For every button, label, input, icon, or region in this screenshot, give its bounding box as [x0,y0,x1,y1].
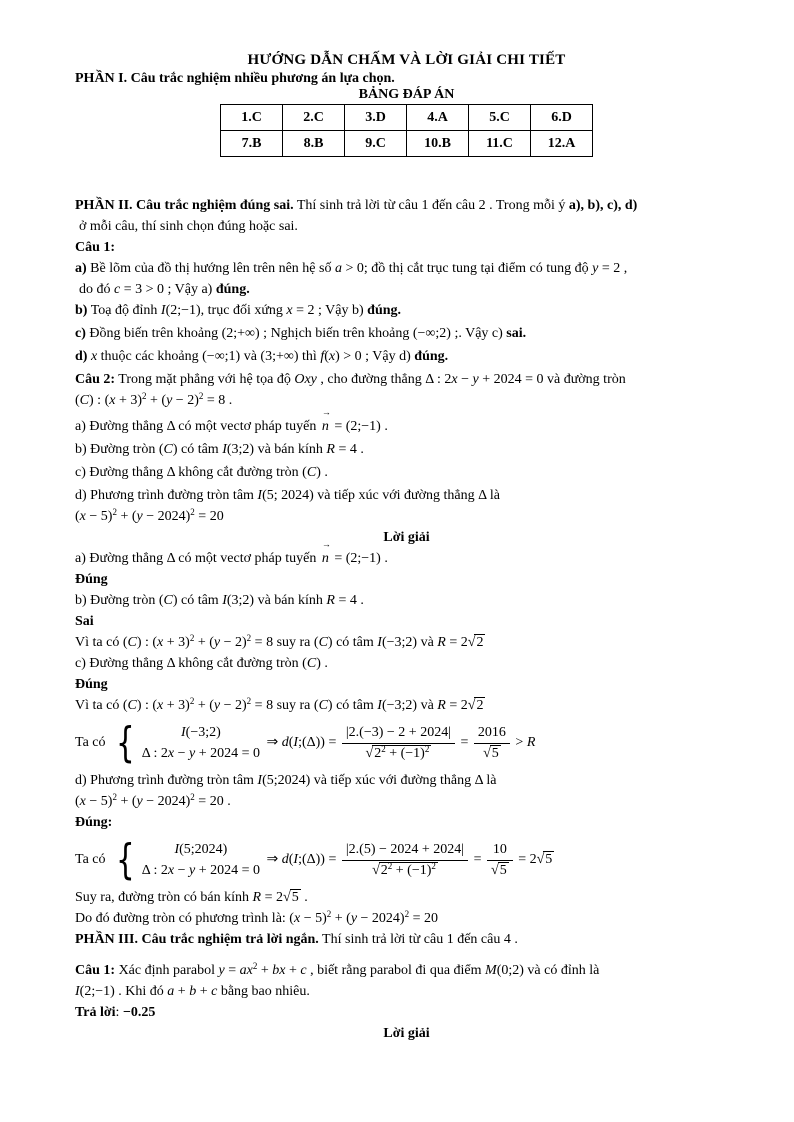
doc-line: I(2;−1) . Khi đó a + b + c bằng bao nhiêu. [75,984,310,999]
doc-line: ở mỗi câu, thí sinh chọn đúng hoặc sai. [79,219,298,234]
text: I [293,852,299,868]
radical-sign-icon: √ [467,635,476,650]
text: y [136,794,143,809]
vector-letter: n [321,551,329,566]
vector-letter: n [321,419,329,434]
numerator: 10 [487,841,513,861]
text: c [300,963,307,978]
answer-cell: 6.D [531,105,593,131]
text: y [189,863,196,878]
text: Đúng [75,677,108,692]
text: R [437,635,446,650]
text: 2 [246,633,252,643]
text: 2 [198,391,204,401]
text: I [160,303,166,318]
numerator: 2016 [474,724,510,744]
text: I [377,635,382,650]
text: y [136,509,143,524]
text: Lời giải [383,530,430,545]
text: a [334,261,342,276]
text: C [79,393,90,408]
radicand: 2 [476,698,484,713]
text: d [281,735,289,751]
radicand: 2 [476,635,484,650]
answer-cell: 8.B [283,131,345,157]
doc-line [75,674,738,695]
text: Câu 1: [75,240,116,255]
numerator: |2.(5) − 2024 + 2024| [342,841,468,861]
text: c [211,984,218,999]
text: I [257,488,263,503]
text: x [293,911,301,926]
text: y [166,393,173,408]
text: Lời giải [383,1026,430,1041]
text: x [328,349,336,364]
text: 2 [246,696,252,706]
text: đúng. [414,349,449,364]
doc-line [75,812,738,833]
vector-arrow-icon: → [321,407,331,417]
document-body [75,195,738,1044]
text: x [90,349,98,364]
text: Sai [75,614,94,629]
doc-line: c) Đường thẳng Δ không cắt đường tròn (C) . [75,465,328,480]
text: R [526,735,536,751]
vector-symbol [320,539,331,569]
doc-line: Trả lời: −0.25 [75,1005,156,1020]
text: y [218,963,225,978]
answer-cell: 2.C [283,105,345,131]
answer-cell: 9.C [345,131,407,157]
answer-cell: 11.C [469,131,531,157]
denominator [342,861,468,880]
radicand: 5 [291,890,299,905]
text: a [167,984,175,999]
sqrt-expression [491,862,509,880]
doc-line: Do đó đường tròn có phương trình là: $(x - 5)^2 + (y - 2024)^2 = 20$ [75,909,438,926]
text: sai. [506,326,527,341]
fraction [487,841,513,880]
text: f [320,349,325,364]
text: 2 [189,633,195,643]
system-row: I(−3;2) [180,725,221,740]
doc-line: $(x - 5)^2 + (y - 2024)^2 = 20$ [75,507,224,524]
text: x [157,635,164,650]
text: d) [75,349,88,364]
text: I [257,773,263,788]
text: x [109,393,116,408]
system-rows [142,839,260,881]
doc-line: b) Đường tròn (C) có tâm I(3;2) và bán kính R = 4 . [75,593,364,608]
text: x [167,746,175,761]
fraction [342,841,468,880]
left-brace-icon: { [116,718,135,767]
text: c) [75,326,86,341]
text: M [485,963,497,978]
text: Câu 1: [75,963,116,978]
text: C [163,442,173,457]
denominator [474,744,510,763]
text: PHẦN III. Câu trắc nghiệm trả lời ngắn. [75,932,319,947]
text: Oxy [294,372,317,387]
left-brace-icon: { [116,835,135,884]
text: I [293,735,299,751]
doc-line: Vì ta có (C) : $(x + 3)^2 + (y - 2)^2 = 8$ suy ra (C) có tâm I(−3;2) và R = 2√2 [75,695,738,716]
text: 2 [189,696,195,706]
text: ax [239,963,253,978]
doc-line: c) Đồng biến trên khoảng (2;+∞) ; Nghịch biến trên khoảng (−∞;2) ;. Vậy c) sai. [75,326,527,341]
answer-row [221,105,593,131]
text: 2 [190,792,195,802]
text: bx [272,963,286,978]
equation-system [112,837,260,883]
doc-line: c) Đường thẳng Δ không cắt đường tròn (C) . [75,656,328,671]
text: −0.25 [122,1005,156,1020]
text: 2 [326,909,332,919]
text: PHẦN II. Câu trắc nghiệm đúng sai. [75,198,294,213]
text: Đúng: [75,815,113,830]
text: I [75,984,80,999]
doc-line: Câu 1: Xác định parabol $y = ax^2$ + bx + c , biết rằng parabol đi qua điểm M(0;2) và có đỉnh là [75,961,600,978]
sqrt-expression [372,862,438,880]
text: 2 [424,743,430,754]
equation-system [112,720,260,766]
text: R [252,890,262,905]
sqrt-expression [468,695,486,716]
doc-line: Suy ra, đường tròn có bán kính R = 2√5 . [75,887,738,908]
text: x [79,794,86,809]
text: Trả lời [75,1005,116,1020]
doc-line: do đó c = 3 > 0 ; Vậy a) đúng. [79,282,250,297]
denominator [342,744,455,763]
doc-line: d) x thuộc các khoảng (−∞;1) và (3;+∞) thì f(x) > 0 ; Vậy d) đúng. [75,349,449,364]
sqrt-expression [468,632,486,653]
text: 2 [431,860,436,871]
doc-line: b) Toạ độ đỉnh I(2;−1), trục đối xứng x = 2 ; Vậy b) đúng. [75,303,402,318]
doc-line: b) Đường tròn (C) có tâm I(3;2) và bán kính R = 4 . [75,442,364,457]
doc-line: PHẦN II. Câu trắc nghiệm đúng sai. Thí sinh trả lời từ câu 1 đến câu 2 . Trong mỗi ý a), b), c), d) [75,198,638,213]
sqrt-expression [283,887,301,908]
doc-line: a) Đường thẳng Δ có một vectơ pháp tuyến → n = (2;−1) . [75,416,738,437]
numerator: |2.(−3) − 2 + 2024| [342,724,455,744]
text: I [180,725,186,740]
text: C [127,635,137,650]
radicand: 5 [545,852,553,868]
text: b) [75,303,88,318]
text: I [174,842,180,857]
text: y [213,698,221,713]
text: R [326,442,335,457]
radical-sign-icon: √ [467,698,476,713]
text: 2 [404,909,410,919]
answer-row [221,131,593,157]
text: 2 [142,391,147,401]
radicand: 5 [499,862,507,878]
text: C [127,698,137,713]
text: đúng. [215,282,250,297]
text: y [189,746,196,761]
doc-line: d) Phương trình đường tròn tâm I(5; 2024) và tiếp xúc với đường thẳng Δ là [75,488,500,503]
text: R [326,593,335,608]
radicand: 5 [491,745,499,761]
text: 2 [112,792,117,802]
radical-sign-icon: √ [283,890,291,905]
doc-line [75,569,738,590]
system-row: Δ : 2x − y + 2024 = 0 [141,863,261,878]
doc-line [75,611,738,632]
text: d [281,852,289,868]
answer-table-title: BẢNG ĐÁP ÁN [358,87,455,102]
radical-sign-icon: √ [483,745,491,761]
text: 2 [190,507,195,517]
text: C [318,635,328,650]
document-title: HƯỚNG DẪN CHẤM VÀ LỜI GIẢI CHI TIẾT [247,52,566,68]
text: y [213,635,221,650]
sqrt-expression [537,849,555,870]
doc-line: d) Phương trình đường tròn tâm I(5;2024) và tiếp xúc với đường thẳng Δ là [75,773,497,788]
doc-line: a) Bề lõm của đồ thị hướng lên trên nên hệ số a > 0; đồ thị cắt trục tung tại điểm có tung độ y = 2 , [75,261,628,276]
fraction [474,724,510,763]
text: C [163,593,173,608]
system-rows [142,722,260,764]
answer-cell: 7.B [221,131,283,157]
answer-cell: 10.B [407,131,469,157]
text: c [114,282,121,297]
doc-line: Vì ta có (C) : $(x + 3)^2 + (y - 2)^2 = 8$ suy ra (C) có tâm I(−3;2) và R = 2√2 [75,632,738,653]
vector-arrow-icon: → [321,539,331,549]
text: 2 [381,743,386,754]
answer-cell: 1.C [221,105,283,131]
text: x [157,698,164,713]
doc-line [75,527,738,548]
text: y [472,372,479,387]
doc-line: $(x - 5)^2 + (y - 2024)^2 = 20$ . [75,792,231,809]
text: Câu 2: [75,372,116,387]
text: Đúng [75,572,108,587]
fraction [342,724,455,763]
text: x [451,372,458,387]
answer-cell: 5.C [469,105,531,131]
doc-line: Câu 2: Trong mặt phẳng với hệ tọa độ Oxy , cho đường thẳng Δ : 2x − y + 2024 = 0 và đường tròn [75,372,626,387]
answer-cell: 4.A [407,105,469,131]
text: I [222,593,227,608]
doc-line [75,237,738,258]
text: x [167,863,175,878]
answer-table-body [221,105,593,157]
radical-sign-icon: √ [365,745,374,761]
radical-sign-icon: √ [372,862,380,878]
doc-line [75,1023,738,1044]
text: R [437,698,446,713]
radicand: $2^2 + (-1)^2$ [374,743,430,761]
doc-line: (C) : $(x + 3)^2 + (y - 2)^2 = 8$ . [75,391,233,408]
text: a) [75,261,87,276]
vector-symbol [320,407,331,437]
sqrt-expression [366,745,432,763]
answer-cell: 3.D [345,105,407,131]
answer-cell: 12.A [531,131,593,157]
doc-line: Ta có { I(5;2024) Δ : 2x − y + 2024 = 0 ⇒ d(I;(Δ)) = $\frac{|2.(5) - 2024 + 2024|}{√2^2 + (-1)^2}$ = $\frac{10}{√5}$ = 2√5 [75,835,553,884]
text: C [306,465,317,480]
text: x [79,509,86,524]
doc-line: Ta có { I(−3;2) Δ : 2x − y + 2024 = 0 ⇒ d(I;(Δ)) = $\frac{|2.(-3) - 2 + 2024|}{√2^2 + (-1)^2}$ = $\frac{2016}{√5}$ > R [75,718,536,767]
text: x [286,303,293,318]
answer-table [220,104,593,157]
text: a), b), c), d) [568,198,638,213]
doc-line: PHẦN III. Câu trắc nghiệm trả lời ngắn. Thí sinh trả lời từ câu 1 đến câu 4 . [75,932,518,947]
denominator [487,861,513,880]
text: y [592,261,599,276]
sqrt-expression [483,745,501,763]
text: y [350,911,358,926]
text: I [377,698,382,713]
text: 2 [112,507,117,517]
text: C [318,698,328,713]
text: 2 [387,860,393,871]
radical-sign-icon: √ [491,862,499,878]
text: 2 [252,961,258,971]
radical-sign-icon: √ [536,852,545,868]
text: I [222,442,227,457]
text: C [306,656,317,671]
part1-heading: PHẦN I. Câu trắc nghiệm nhiều phương án lựa chọn. [75,71,395,86]
doc-line: a) Đường thẳng Δ có một vectơ pháp tuyến → n = (2;−1) . [75,548,738,569]
system-row: Δ : 2x − y + 2024 = 0 [141,746,261,761]
radicand: $2^2 + (-1)^2$ [380,860,436,878]
text: b [189,984,197,999]
text: đúng. [367,303,402,318]
system-row: I(5;2024) [174,842,228,857]
